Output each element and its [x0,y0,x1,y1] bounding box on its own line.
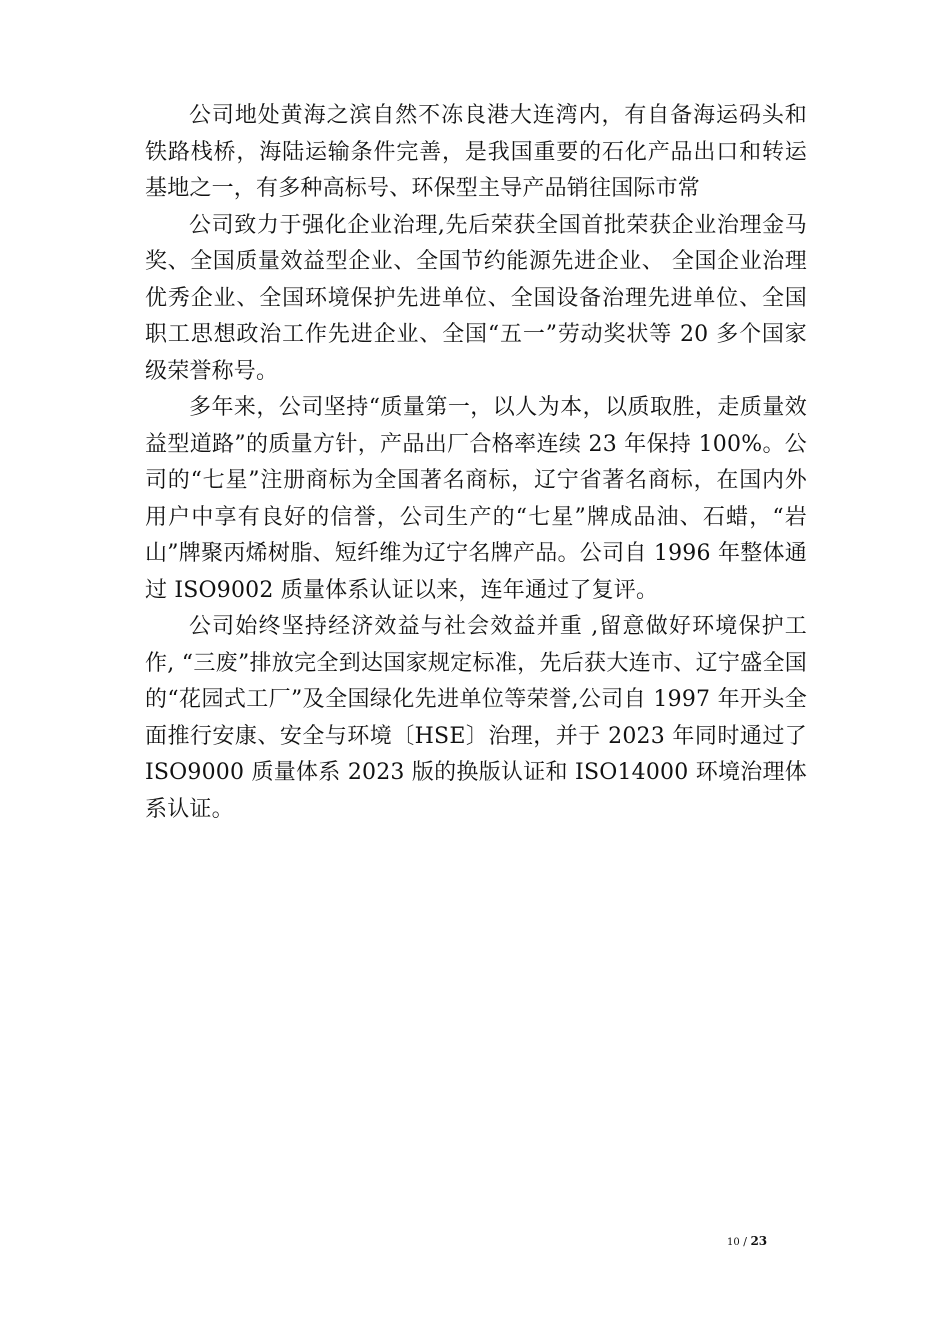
paragraph-location: 公司地处黄海之滨自然不冻良港大连湾内，有自备海运码头和铁路栈桥，海陆运输条件完善，是我国重要的石化产品出口和转运基地之一，有多种高标号、环保型主导产品销往国际市常 [145,103,807,201]
paragraph-honors: 公司致力于强化企业治理,先后荣获全国首批荣获企业治理金马奖、全国质量效益型企业、全国节约能源先进企业、 全国企业治理优秀企业、全国环境保护先进单位、全国设备治理先进单位、全国职工思想政治工作先进企业、全国“五一”劳动奖状等 20 多个国家级荣誉称号。 [145,212,807,384]
total-pages-number: 23 [750,1234,768,1248]
document-body [145,98,807,828]
page-separator: / [743,1235,747,1248]
page-number [727,1234,767,1248]
current-page-number: 10 [727,1237,740,1248]
paragraph-quality: 多年来，公司坚持“质量第一，以人为本，以质取胜，走质量效益型道路”的质量方针，产品出厂合格率连续 23 年保持 100%。公司的“七星”注册商标为全国著名商标，辽宁省著名商标，在国内外用户中享有良好的信誉，公司生产的“七星”牌成品油、石蜡，“岩山”牌聚丙烯树脂、短纤维为辽宁名牌产品。公司自 1996 年整体通过 ISO9002 质量体系认证以来，连年通过了复评。 [145,395,807,603]
paragraph-environment: 公司始终坚持经济效益与社会效益并重 ,留意做好环境保护工作, “三废”排放完全到达国家规定标准，先后获大连市、辽宁盛全国的“花园式工厂”及全国绿化先进单位等荣誉,公司自 1997 年开头全面推行安康、安全与环境〔HSE〕治理，并于 2023 年同时通过了 ISO9000 质量体系 2023 版的换版认证和 ISO14000 环境治理体系认证。 [145,614,807,822]
